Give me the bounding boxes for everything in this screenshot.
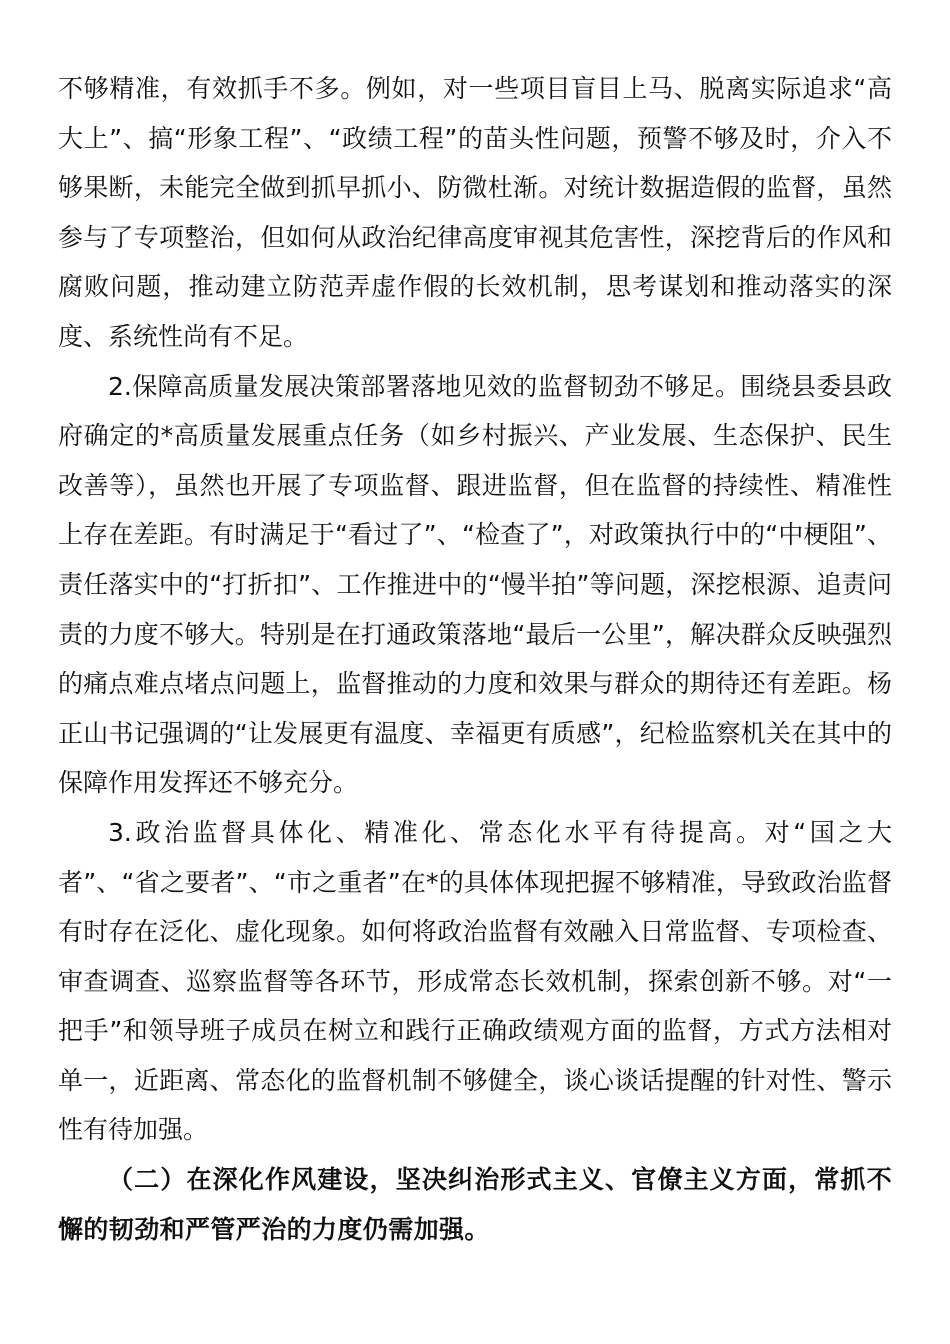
- paragraph-continuation: 不够精准，有效抓手不多。例如，对一些项目盲目上马、脱离实际追求“高大上”、搞“形象工程”、“政绩工程”的苗头性问题，预警不够及时，介入不够果断，未能完全做到抓早抓小、防微杜渐。对统计数据造假的监督，虽然参与了专项整治，但如何从政治纪律高度审视其危害性，深挖背后的作风和腐败问题，推动建立防范弄虚作假的长效机制，思考谋划和推动落实的深度、系统性尚有不足。: [58, 74, 892, 351]
- paragraph-item-2: 2.保障高质量发展决策部署落地见效的监督韧劲不够足。围绕县委县政府确定的*高质量发展重点任务（如乡村振兴、产业发展、生态保护、民生改善等），虽然也开展了专项监督、跟进监督，但在监督的持续性、精准性上存在差距。有时满足于“看过了”、“检查了”，对政策执行中的“中梗阻”、责任落实中的“打折扣”、工作推进中的“慢半拍”等问题，深挖根源、追责问责的力度不够大。特别是在打通政策落地“最后一公里”，解决群众反映强烈的痛点难点堵点问题上，监督推动的力度和效果与群众的期待还有差距。杨正山书记强调的“让发展更有温度、幸福更有质感”，纪检监察机关在其中的保障作用发挥还不够充分。: [58, 371, 892, 798]
- section-heading-2: （二）在深化作风建设，坚决纠治形式主义、官僚主义方面，常抓不懈的韧劲和严管严治的力度仍需加强。: [58, 1165, 892, 1244]
- paragraph-item-3: 3.政治监督具体化、精准化、常态化水平有待提高。对“国之大者”、“省之要者”、“市之重者”在*的具体体现把握不够精准，导致政治监督有时存在泛化、虚化现象。如何将政治监督有效融入日常监督、专项检查、审查调查、巡察监督等各环节，形成常态长效机制，探索创新不够。对“一把手”和领导班子成员在树立和践行正确政绩观方面的监督，方式方法相对单一，近距离、常态化的监督机制不够健全，谈心谈话提醒的针对性、警示性有待加强。: [58, 817, 892, 1145]
- document-body: [58, 64, 892, 1254]
